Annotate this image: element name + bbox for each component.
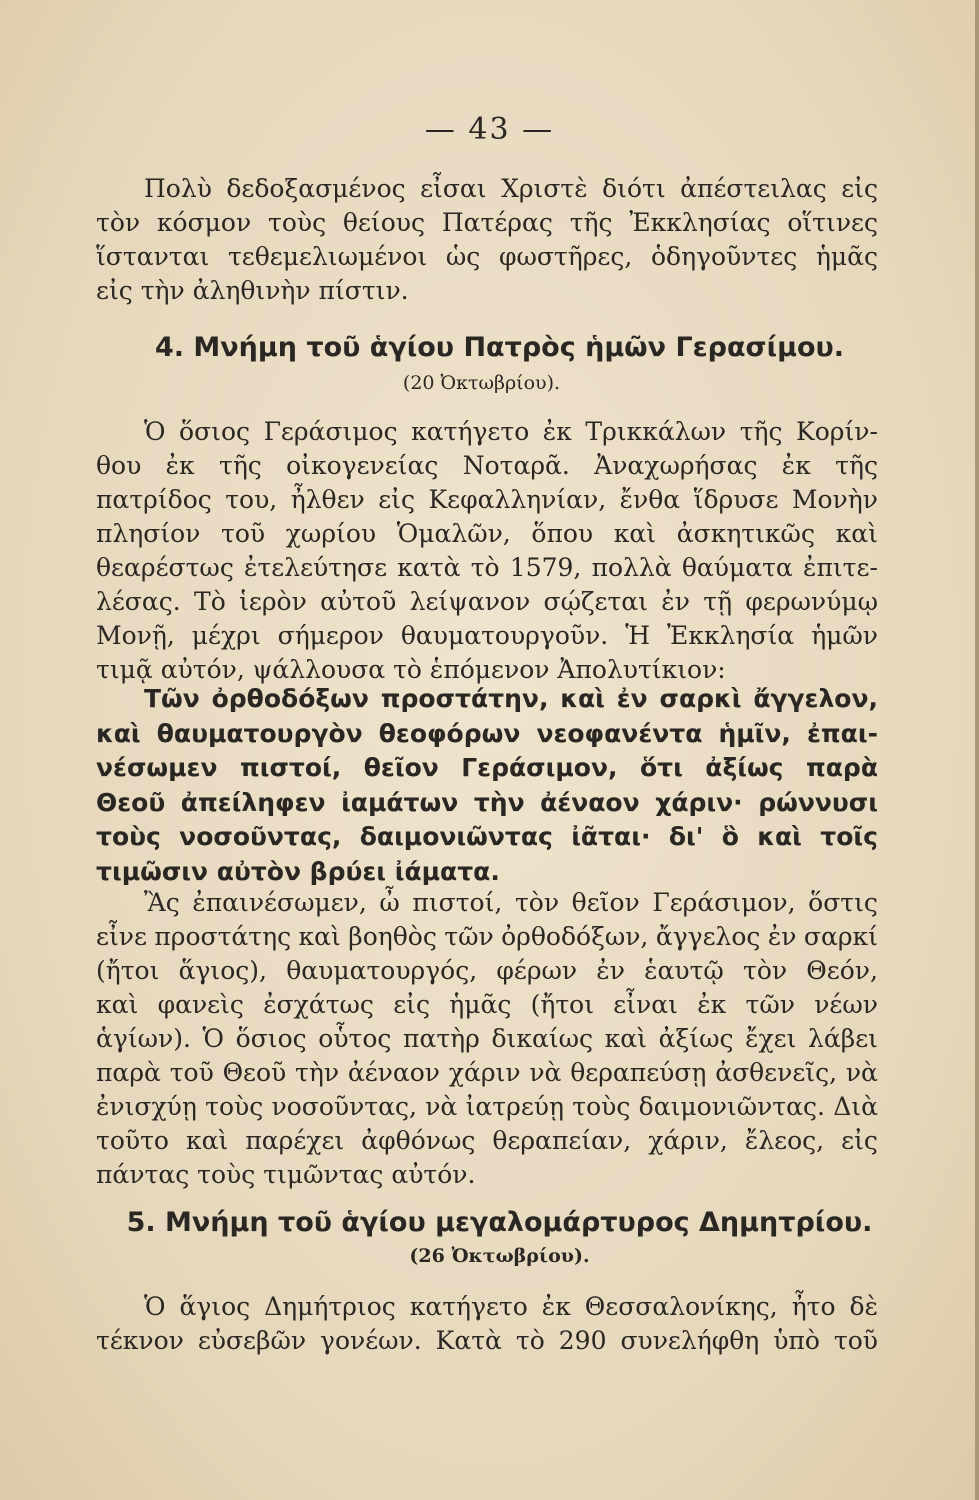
text-line: τιμᾷ αὐτόν, ψάλλουσα τὸ ἑπόμενον Ἀπολυτίκιον: [96,655,726,684]
text-line: θεαρέστως ἐτελεύτησε κατὰ τὸ 1579, πολλὰ θαύματα ἐπιτε- [96,553,878,582]
text-line: λέσας. Τὸ ἱερὸν αὐτοῦ λείψανον σῴζεται ἐν τῇ φερωνύμῳ [96,587,878,616]
section-date-4: (20 Ὀκτωβρίου). [402,372,561,394]
text-line: θου ἐκ τῆς οἰκογενείας Νοταρᾶ. Ἀναχωρήσας ἐκ τῆς [96,451,878,480]
text-line: τοῦτο καὶ παρέχει ἀφθόνως θεραπείαν, χάριν, ἔλεος, εἰς [96,1126,878,1155]
text-line: Ὁ ἅγιος Δημήτριος κατήγετο ἐκ Θεσσαλονίκης, ἦτο δὲ [144,1292,878,1321]
text-line: καὶ φανεὶς ἐσχάτως εἰς ἡμᾶς (ἤτοι εἶναι ἐκ τῶν νέων [96,990,878,1019]
paragraph-2 [96,415,878,687]
hymn-line: τιμῶσιν αὐτὸν βρύει ἰάματα. [96,856,500,886]
text-line: Μονῇ, μέχρι σήμερον θαυματουργοῦν. Ἡ Ἐκκλησία ἡμῶν [96,621,878,650]
text-line: ἐνισχύῃ τοὺς νοσοῦντας, νὰ ἰατρεύῃ τοὺς δαιμονιῶντας. Διὰ [96,1092,878,1121]
hymn-line: Τῶν ὀρθοδόξων προστάτην, καὶ ἐν σαρκὶ ἄγγελον, [144,684,878,713]
text-line: εἶνε προστάτης καὶ βοηθὸς τῶν ὀρθοδόξων, ἄγγελος ἐν σαρκί [96,922,878,951]
page-number: — 43 — [424,112,555,147]
hymn-line: τοὺς νοσοῦντας, δαιμονιῶντας ἰᾶται· δι' ὃ καὶ τοῖς [96,822,878,851]
section-heading-5: 5. Μνήμη τοῦ ἁγίου μεγαλομάρτυρος Δημητρίου. [126,1207,873,1238]
paragraph-3 [96,886,878,1192]
section-heading-4: 4. Μνήμη τοῦ ἁγίου Πατρὸς ἡμῶν Γερασίμου. [154,332,845,363]
text-line: πλησίον τοῦ χωρίου Ὁμαλῶν, ὅπου καὶ ἀσκητικῶς καὶ [96,519,878,548]
text-line: πατρίδος του, ἦλθεν εἰς Κεφαλληνίαν, ἔνθα ἵδρυσε Μονὴν [96,485,878,514]
text-line: Πολὺ δεδοξασμένος εἶσαι Χριστὲ διότι ἀπέστειλας εἰς [144,174,878,203]
section-date-5: (26 Ὀκτωβρίου). [409,1245,590,1267]
text-line: ἵστανται τεθεμελιωμένοι ὡς φωστῆρες, ὁδηγοῦντες ἡμᾶς [96,242,878,271]
text-line: εἰς τὴν ἀληθινὴν πίστιν. [96,276,409,305]
hymn-line: Θεοῦ ἀπείληφεν ἰαμάτων τὴν ἀέναον χάριν· ρώννυσι [96,787,878,817]
text-line: Ἂς ἐπαινέσωμεν, ὦ πιστοί, τὸν θεῖον Γεράσιμον, ὅστις [144,888,878,917]
paragraph-4 [96,1290,878,1358]
text-line: ἁγίων). Ὁ ὅσιος οὗτος πατὴρ δικαίως καὶ ἀξίως ἔχει λάβει [96,1024,878,1053]
hymn-line: καὶ θαυματουργὸν θεοφόρων νεοφανέντα ἡμῖν, ἐπαι- [96,718,878,748]
apolytikion-hymn [96,682,878,889]
text-line: (ἤτοι ἅγιος), θαυματουργός, φέρων ἐν ἑαυτῷ τὸν Θεόν, [96,956,878,985]
text-line: τὸν κόσμον τοὺς θείους Πατέρας τῆς Ἐκκλησίας οἵτινες [96,208,878,237]
paragraph-1 [96,172,878,308]
page-edge [975,0,979,1500]
text-line: πάντας τοὺς τιμῶντας αὐτόν. [96,1160,476,1189]
hymn-line: νέσωμεν πιστοί, θεῖον Γεράσιμον, ὅτι ἀξίως παρὰ [96,753,878,782]
text-line: Ὁ ὅσιος Γεράσιμος κατήγετο ἐκ Τρικκάλων τῆς Κορίν- [144,417,878,446]
text-line: παρὰ τοῦ Θεοῦ τὴν ἀέναον χάριν νὰ θεραπεύσῃ ἀσθενεῖς, νὰ [96,1058,878,1087]
text-line: τέκνον εὐσεβῶν γονέων. Κατὰ τὸ 290 συνελήφθη ὑπὸ τοῦ [96,1326,878,1355]
